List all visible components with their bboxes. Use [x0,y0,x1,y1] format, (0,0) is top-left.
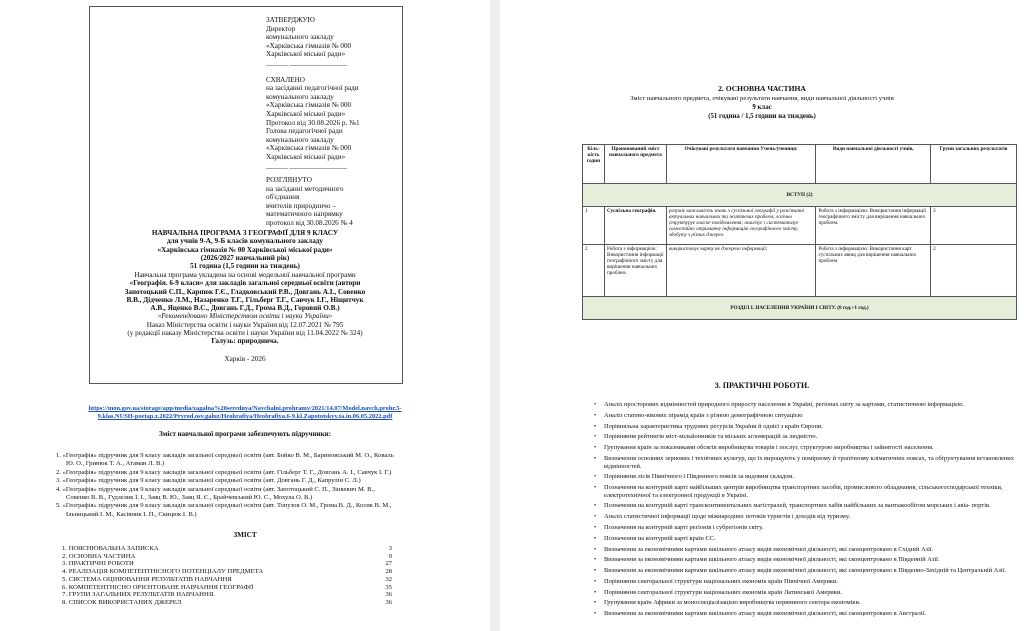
list-item: • Аналіз статистичної інформації щодо міжнародних потоків туристів і доходів від туризму. [590,513,1020,521]
practice-section-title: 3. ПРАКТИЧНІ РОБОТИ. [714,381,810,390]
toc-page: 9 [388,552,392,560]
curriculum-table [582,144,1017,320]
list-item: • Визначення за економічними картами шкільного атласу видів економічної діяльності, які сконцентровано в Австралії. [590,610,1020,618]
table-row [583,297,1017,320]
cell-num: 1 [583,207,605,245]
toc-page: 36 [385,591,392,599]
textbook-line: 5. «Географія» підручник для 9 класу закладів загальної середньої освіти (авт. Топузов О. М., Грома В. Д., Косик В. М., [56,502,392,510]
desc-line: «Рекомендовано Міністерством освіти і науки України» [157,312,333,321]
toc-label: 3. ПРАКТИЧНІ РОБОТИ [62,560,134,568]
list-item: • Групування країн Африки за моноспеціалізацією виробництва первинного сектора економіки. [590,599,1020,607]
hours-label: (51 година / 1,5 години на тиждень) [708,113,816,120]
link-line[interactable]: 9.klas.NUSH-poetap.z.2022/Pryrod.osv.galuz/Heohrafiya/Heohrafiya.6-9.kl.Zapototskyy.ta.in.06.05.2022.pdf [97,413,393,420]
program-title-line: НАВЧАЛЬНА ПРОГРАМА З ГЕОГРАФІЇ ДЛЯ 9 КЛАСУ [151,229,339,237]
list-item: • Порівняння рейтингів міст-мільйонників та міських агломерацій за людністю. [590,433,1020,441]
table-header-row [583,145,1017,184]
list-item: • Порівняльна характеристика трудових ресурсів України й однієї з країн Європи. [590,423,1020,431]
approval-line: Харківської міської ради» [266,109,346,118]
toc-label: 8. СПИСОК ВИКОРИСТАНИХ ДЖЕРЕЛ [62,598,182,606]
program-title-line: 51 година (1,5 години на тиждень) [190,262,300,271]
approval-line: Директор [266,24,296,33]
document-page-left [0,0,491,631]
desc-line: Галузь: природнича. [211,337,279,346]
program-title-line: «Харківська гімназія № 00 Харківської міської ради» [157,245,333,254]
approval-line: Протокол від 30.08.2026 р. №1 [266,118,360,127]
textbook-line: Ільницький І. М., Касіяник І. П., Скицюк І. В.) [66,510,197,518]
col-header: Пропонований зміст навчального предмета [604,145,666,184]
toc-page: 32 [385,575,392,583]
list-item: • Порівняння секторальної структури національних економік країн Латинської Америки. [590,589,1020,597]
approval-line: протокол від 30.08.2026 № 4 [266,219,353,228]
page-gap [490,0,500,631]
approval-line: Голова педагогічної ради [266,127,343,136]
textbooks-list [56,452,394,519]
toc-label: 7. ГРУПИ ЗАГАЛЬНИХ РЕЗУЛЬТАТІВ НАВЧАННЯ. [62,591,215,599]
cell-activity: Робота з інформацією: Використання інформації географічного змісту для вирішення навчальних проблем. [816,207,931,245]
section-band: РОЗДІЛ I. НАСЕЛЕННЯ УКРАЇНИ І СВІТУ. (8 год.+1 год.) [583,297,1017,320]
cell-group: 2 [931,207,1017,245]
spacer [266,68,360,76]
toc-row[interactable] [62,545,392,553]
approval-line: ______ ________________ [266,58,347,67]
program-description [0,271,490,346]
toc-label: 4. РЕАЛІЗАЦІЯ КОМПЕТЕНТНІСНОГО ПОТЕНЦІАЛУ ПРЕДМЕТА [62,568,264,576]
list-item: • Позначення на контурній карті найбільших центрів виробництва транспортних засобів, промислового обладнання, сільськогосподарської техніки, електротехнічної та електронної продукції в Україні. [590,484,1020,499]
desc-line: Запотоцький С.П., Карпюк Г.Є., Гладковський Р.В., Довгань А.І., Совенко [124,287,366,296]
approval-line: СХВАЛЕНО [266,75,305,84]
toc-page: 28 [385,568,392,576]
toc-row[interactable] [62,576,392,584]
link-line[interactable]: https://mon.gov.ua/storage/app/media/zagalna%20serednya/Navchalni.prohramy/2021/14.07/Model.navch.prohr.5- [88,405,402,412]
approval-line: комунального закладу [266,92,334,101]
list-item: • Визначення за економічними картами шкільного атласу видів економічної діяльності, які сконцентровано в Східній Азії. [590,546,1020,554]
approval-line: на засіданні педагогічної ради [266,84,359,93]
grade-label: 9 клас [752,104,772,111]
cell-group: 2 [931,245,1017,297]
toc-label: 1. ПОЯСНЮВАЛЬНА ЗАПИСКА [62,545,159,552]
desc-line: В.В., Дідченко Л.М., Назаренко Т.Г., Гільберг Т.Г., Савчук І.Г., Ніщитчук [126,295,364,304]
main-section-title: 2. ОСНОВНА ЧАСТИНА [718,84,806,93]
toc-row[interactable] [62,591,392,599]
list-item: • Позначення на контурній карті трансконтинентальних магістралей, транспортних хабів найбільших за вантажообігом морських і авіа- портів. [590,502,1020,510]
source-link[interactable] [0,405,490,421]
textbook-line: 3. «Географія» підручник для 9 класу закладів загальної середньої освіти (авт. Довгань Г. Д., Капрулін С. Л.) [56,477,361,485]
desc-line: А.В., Яценко В.С., Довгань Г.Д., Грома В.Д., Горовий О.В.) [150,304,340,313]
toc-row[interactable] [62,560,392,568]
table-row [583,245,1017,297]
toc-page: 35 [385,583,392,591]
approval-line: комунального закладу [266,135,334,144]
toc-label: 2. ОСНОВНА ЧАСТИНА [62,552,136,560]
col-header: Кіль-кість годин [583,145,605,184]
toc-label: 6. КОМПЕТЕНТНІСНО ОРІЄНТОВАНЕ НАВЧАННЯ ГЕОГРАФІЇ [62,583,254,591]
list-item: • Групування країн за показниками обсягів виробництва товарів і послуг, структурою виробництва і зайнятості населення. [590,444,1020,452]
cell-results: використовує карту як джерело інформації; [666,245,816,297]
approval-line: комунального закладу [266,33,334,42]
desc-line: «Географія. 6-9 класи» для закладів загальної середньої освіти (автори [129,279,361,288]
approval-line: ЗАТВЕРДЖУЮ [266,16,315,24]
col-header: Групи загальних результатів [931,145,1017,184]
practice-list [590,401,1020,621]
table-of-contents [62,545,392,607]
table-row [583,184,1017,207]
cell-results: розуміє важливість знань з суспільної географії у розв'язанні актуальних навчальних та життєвих проблем; логічно структурує власне повідомлення; аналізує і систематизує самостійно отриманну інформацію географічного змісту, здобуту з різних джерел. [666,207,816,245]
toc-row[interactable] [62,568,392,576]
desc-line: Навчальна програма укладена на основі модельної навчальної програми [134,271,356,279]
list-item: • Аналіз статево-вікових пірамід країн з різною демографічною ситуацією [590,412,1020,420]
textbook-line: 1. «Географія» підручник для 9 класу закладів загальної середньої освіти (авт. Бойко В. М., Бариновський М. О., Коваль [56,452,394,459]
toc-row[interactable] [62,584,392,592]
approval-line: «Харківська гімназія № 000 [266,144,352,153]
program-title-line: (2026/2027 навчальний рік) [200,253,290,262]
program-title-line: для учнів 9-А, 9-Б класів комунального закладу [166,237,324,246]
cell-activity: Робота з інформацією: Використання карт суспільних явищ для вирішення навчальних проблем. [816,245,931,297]
approval-line: математичного напрямку [266,210,343,219]
toc-row[interactable] [62,599,392,607]
approval-line: на засіданні методичного [266,184,344,193]
textbook-line: 4. «Географія» підручник для 9 класу закладів загальної середньої освіти (авт. Запотоцький С. П., Зінкевич М. В., [56,485,375,493]
toc-row[interactable] [62,553,392,561]
toc-label: 5. СИСТЕМА ОЦІНЮВАННЯ РЕЗУЛЬТАТІВ НАВЧАННЯ [62,575,232,583]
approval-block [266,16,360,228]
approval-line: об'єднання [266,193,300,202]
approval-line: Харківської міської ради» [266,50,346,59]
approval-line: «Харківська гімназія № 000 [266,101,352,110]
main-section-subtitle: Зміст навчального предмета, очікувані результати навчання, види навчальної діяльності учнів [630,95,894,102]
list-item: • Визначення за економічними картами шкільного атласу видів економічної діяльності, які сконцентровано в Південній Азії. [590,556,1020,564]
approval-line: Харківської міської ради» [266,152,346,161]
textbook-line: Ю. О., Гринюк Т. А., Атаман Л. В.) [66,460,165,468]
list-item: • Визначення основних зернових і технічних культур, що їх вирощують у помірному й тропічному кліматичних поясах, та обґрунтування встановлених відмінностей. [590,455,1020,470]
approval-line: РОЗГЛЯНУТО [266,176,312,185]
textbook-line: Совенко В. В., Гудзелик І. І., Заяц В. Ю., Заяц Я. Є., Брайчевський Ю. С., Мохула О. В.) [66,494,313,502]
city-year: Харків - 2026 [224,355,266,363]
approval-line: «Харківська гімназія № 000 [266,41,352,50]
cell-topic: Робота з інформацією: Використання інформації географічного змісту для вирішення навчальних проблем. [604,245,666,297]
list-item: • Порівняння лісів Північного і Південного поясів за видовим складом. [590,473,1020,481]
list-item: • Позначення на контурній карті країн ЄС. [590,535,1020,543]
toc-page: 27 [385,560,392,568]
toc-page: 36 [385,598,392,606]
table-row [583,207,1017,245]
toc-title: ЗМІСТ [233,531,257,539]
col-header: Види навчальної діяльності учнів, [816,145,931,184]
section-band: ВСТУП (2) [583,184,1017,207]
approval-line: ______ ________________ [266,161,347,170]
list-item: • Визначення за економічними картами шкільного атласу видів економічної діяльності, які сконцентровано в Південно-Західній та Центральній Азії. [590,567,1020,575]
cell-num: 2 [583,245,605,297]
desc-line: Наказ Міністерства освіти і науки України від 12.07.2021 № 795 [146,320,344,329]
desc-line: (у редакції наказу Міністерства освіти і науки України від 11.04.2022 № 324) [127,329,363,338]
textbooks-heading: Зміст навчальної програми забезпечують підручники: [158,430,332,438]
list-item: • Позначення на контурній карті регіонів і субрегіонів світу. [590,524,1020,532]
program-title [0,229,490,270]
toc-page: 3 [388,545,392,552]
col-header: Очікувані результати навчання Учень/учениця: [666,145,816,184]
cell-topic: Суспільна географія. [604,207,666,245]
list-item: • Порівняння секторальної структури національних економік країн Північної Америки. [590,578,1020,586]
list-item: • Аналіз просторових відмінностей природного приросту населення в Україні, регіонах світу за картами, статистичною інформацією. [590,401,1020,409]
textbook-line: 2. «Географія» підручник для 9 класу закладів загальної середньої освіти (авт. Гільберг Т. Г., Довгань А. І., Савчук І. Г.) [56,468,392,476]
approval-line: вчителів природничо – [266,201,336,210]
